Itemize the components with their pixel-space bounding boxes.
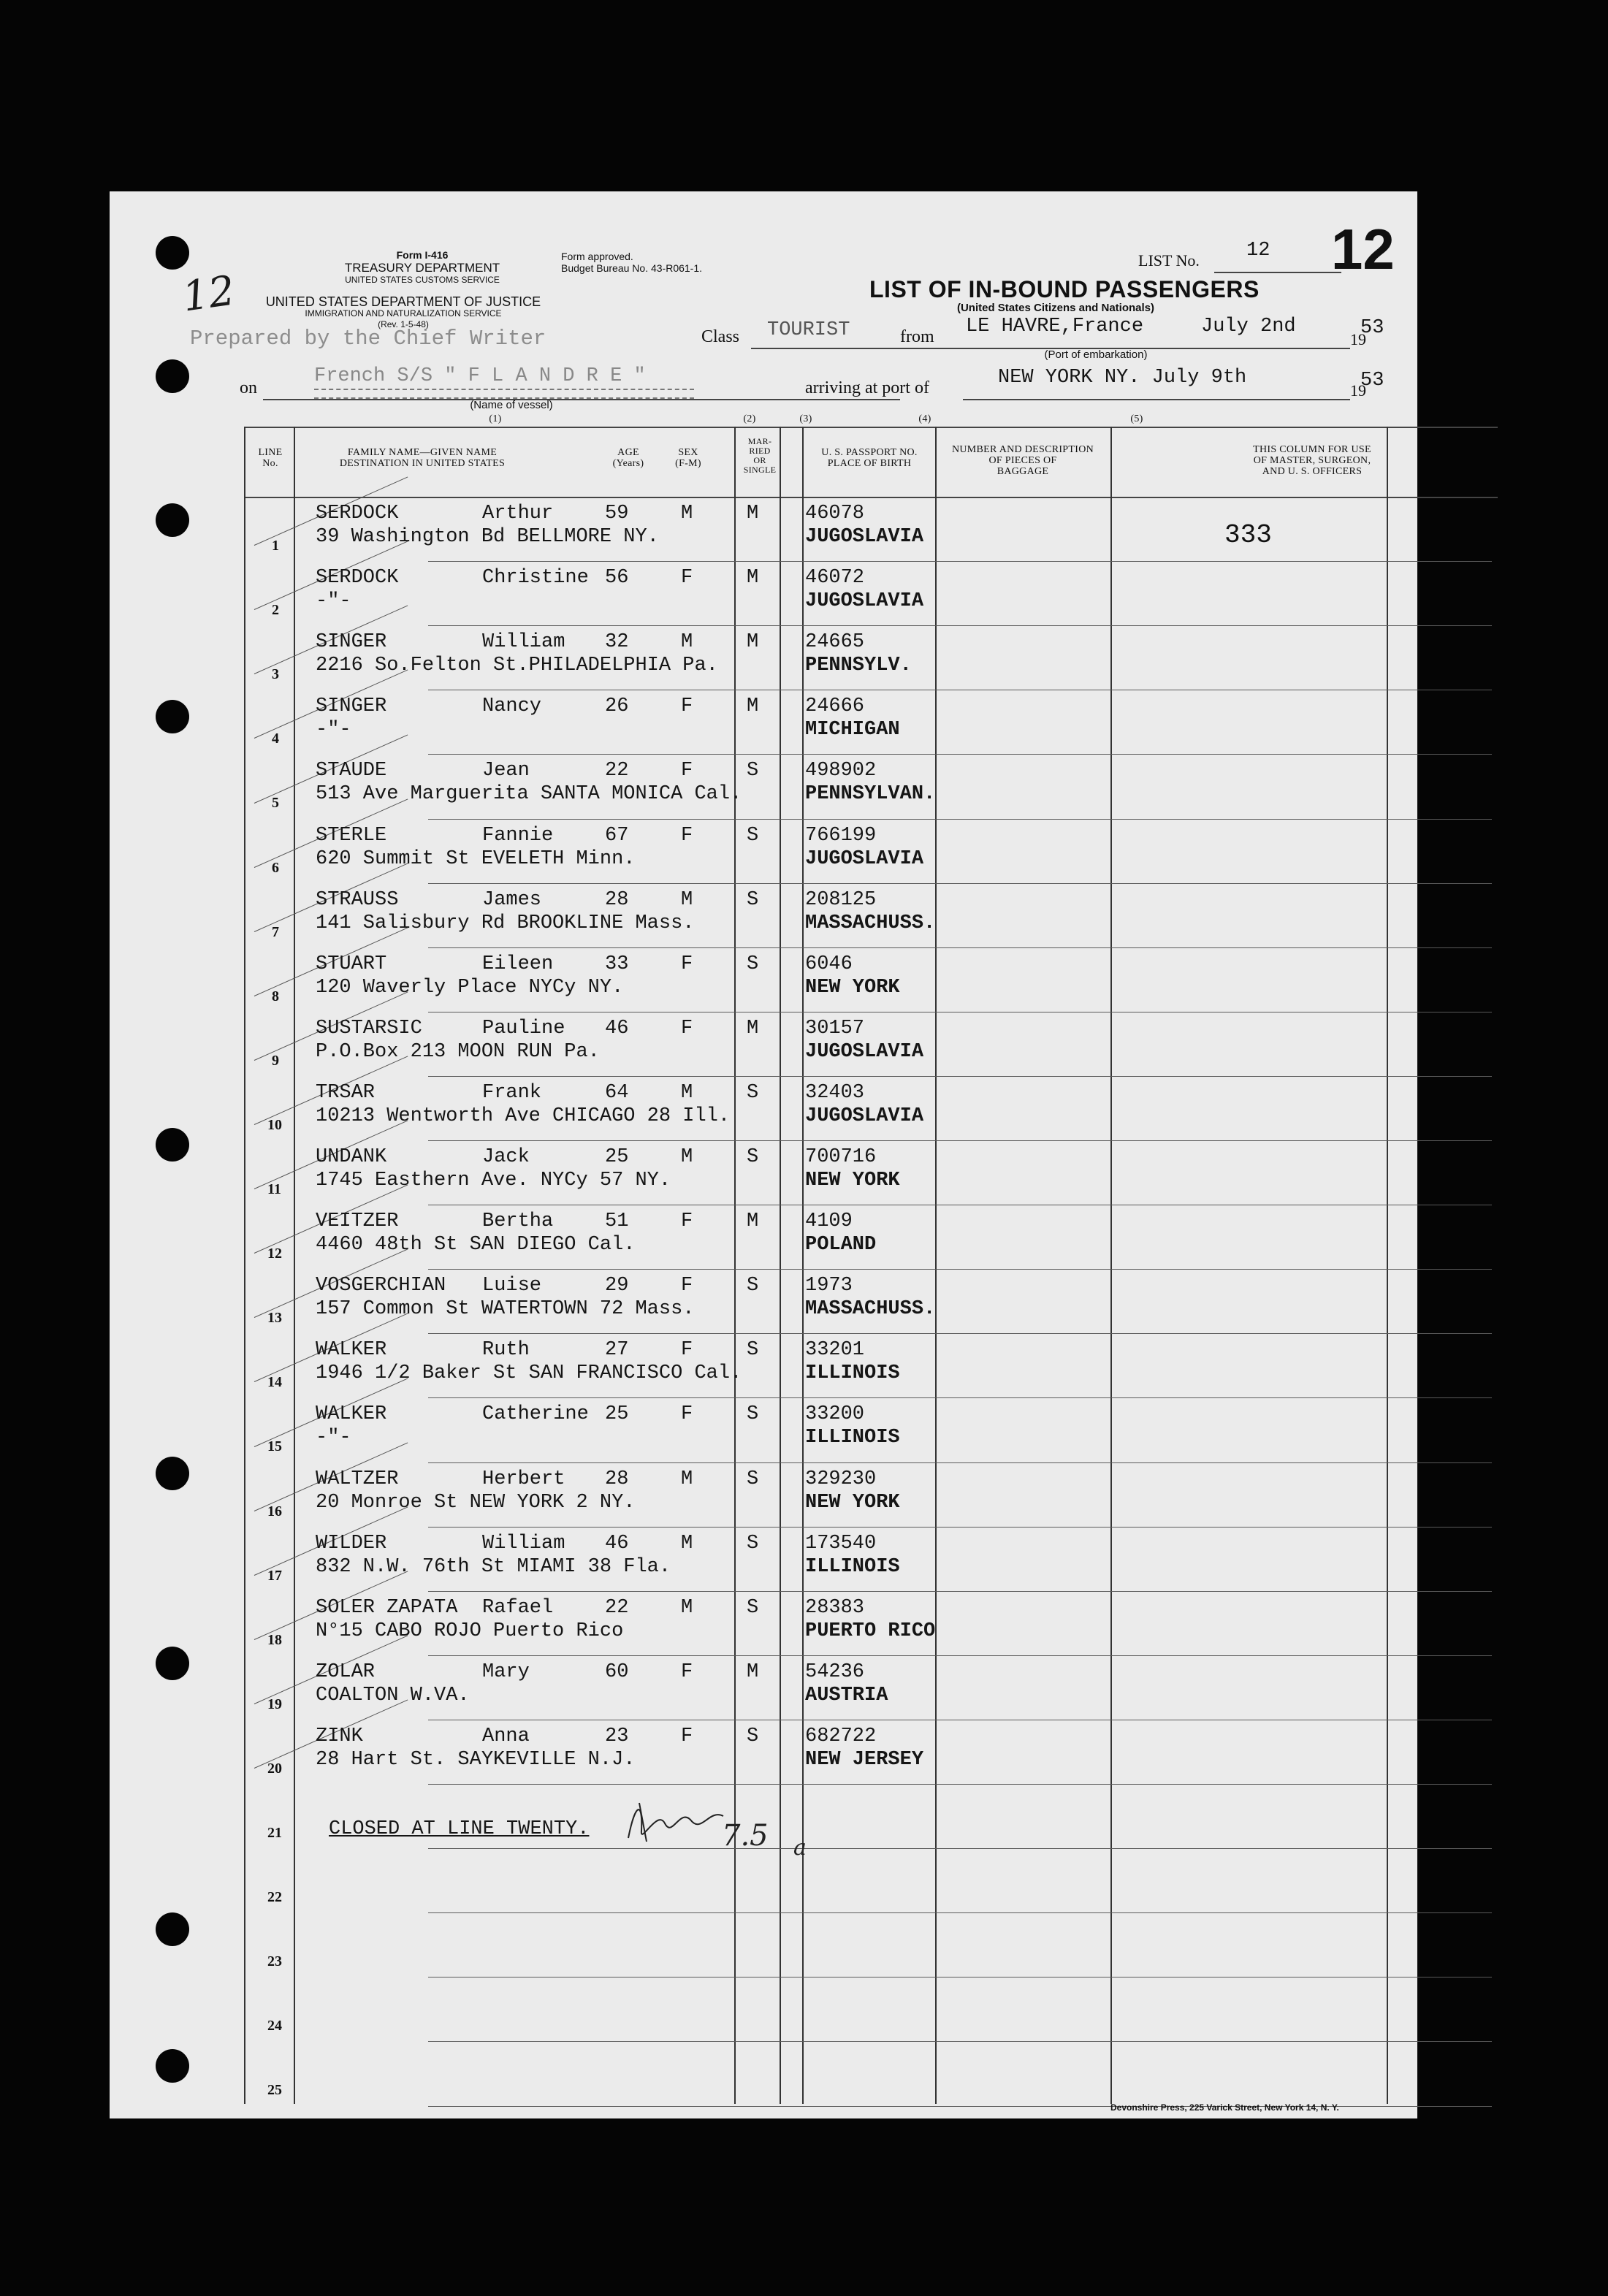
row-rule — [428, 1462, 1492, 1463]
place-of-birth: ILLINOIS — [805, 1362, 900, 1385]
destination: 10213 Wentworth Ave CHICAGO 28 Ill. — [316, 1105, 731, 1127]
col-divider — [244, 427, 245, 2104]
col-divider — [294, 427, 295, 2104]
punch-hole — [156, 236, 189, 270]
family-name: WALKER — [316, 1339, 387, 1362]
place-of-birth: NEW JERSEY — [805, 1748, 924, 1771]
punch-hole — [156, 1128, 189, 1162]
header-sex: SEX (F-M) — [675, 447, 701, 469]
destination: P.O.Box 213 MOON RUN Pa. — [316, 1040, 600, 1063]
column-number: (4) — [918, 413, 931, 424]
age: 32 — [605, 631, 629, 654]
sex: M — [681, 1146, 693, 1168]
age: 23 — [605, 1725, 629, 1747]
marital-status: S — [747, 1725, 759, 1747]
line-number: 9 — [272, 1052, 279, 1069]
marital-status: M — [747, 503, 759, 525]
family-name: SINGER — [316, 631, 387, 654]
budget-bureau: Budget Bureau No. 43-R061-1. — [561, 262, 703, 274]
sex: F — [681, 1660, 693, 1683]
place-of-birth: PUERTO RICO — [805, 1620, 936, 1642]
row-rule — [428, 561, 1492, 562]
sex: F — [681, 695, 693, 718]
family-name: STRAUSS — [316, 888, 399, 911]
row-rule — [428, 1140, 1492, 1141]
family-name: WALTZER — [316, 1468, 399, 1490]
given-name: Jack — [482, 1146, 530, 1168]
handwritten-mark-sub: a — [793, 1835, 807, 1861]
punch-hole — [156, 700, 189, 733]
sex: M — [681, 888, 693, 911]
header-officers: THIS COLUMN FOR USE OF MASTER, SURGEON, AND U. S. OFFICERS — [1253, 444, 1371, 477]
handwritten-twelve: 12 — [179, 267, 238, 321]
arrival-port: NEW YORK NY. July 9th — [998, 367, 1247, 389]
row-rule — [428, 883, 1492, 884]
family-name: STERLE — [316, 824, 387, 847]
age: 28 — [605, 888, 629, 911]
passport-number: 28383 — [805, 1596, 865, 1619]
marital-status: S — [747, 1532, 759, 1555]
row-rule — [428, 754, 1492, 755]
sex: F — [681, 1339, 693, 1362]
place-of-birth: JUGOSLAVIA — [805, 847, 924, 870]
place-of-birth: JUGOSLAVIA — [805, 526, 924, 548]
passport-number: 766199 — [805, 824, 877, 847]
line-number: 13 — [267, 1310, 282, 1327]
line-number: 5 — [272, 795, 279, 812]
punch-hole — [156, 1912, 189, 1946]
destination: 1946 1/2 Baker St SAN FRANCISCO Cal. — [316, 1362, 742, 1385]
list-no-rule — [1214, 272, 1341, 273]
place-of-birth: PENNSYLV. — [805, 655, 912, 677]
line-number: 24 — [267, 2018, 282, 2034]
passport-number: 24665 — [805, 631, 865, 654]
line-number: 19 — [267, 1696, 282, 1712]
destination: -"- — [316, 1427, 351, 1449]
given-name: William — [482, 1532, 565, 1555]
place-of-birth: MASSACHUSS. — [805, 912, 936, 934]
line-number: 11 — [267, 1181, 281, 1197]
family-name: VOSGERCHIAN — [316, 1275, 446, 1297]
family-name: WILDER — [316, 1532, 387, 1555]
arrival-year: 53 — [1360, 370, 1384, 392]
passport-number: 208125 — [805, 888, 877, 911]
signature-scribble — [621, 1794, 731, 1853]
age: 25 — [605, 1403, 629, 1426]
row-rule — [428, 1591, 1492, 1592]
punch-hole — [156, 1457, 189, 1490]
family-name: SOLER ZAPATA — [316, 1596, 458, 1619]
depart-year: 53 — [1360, 317, 1384, 339]
punch-hole — [156, 2049, 189, 2083]
from-label: from — [900, 327, 934, 346]
header-line-no: LINE No. — [258, 447, 283, 469]
given-name: Pauline — [482, 1017, 565, 1040]
sex: F — [681, 1210, 693, 1233]
row-rule — [428, 1848, 1492, 1849]
destination: -"- — [316, 719, 351, 741]
list-no-label: LIST No. — [1138, 251, 1200, 270]
line-number: 25 — [267, 2082, 282, 2099]
passport-number: 498902 — [805, 760, 877, 782]
passport-number: 6046 — [805, 953, 853, 975]
sex: M — [681, 503, 693, 525]
port-embark-caption: (Port of embarkation) — [1044, 348, 1148, 361]
line-number: 21 — [267, 1825, 282, 1841]
family-name: SINGER — [316, 695, 387, 718]
passport-number: 682722 — [805, 1725, 877, 1747]
column-number: (3) — [799, 413, 812, 424]
marital-status: S — [747, 1596, 759, 1619]
destination: 620 Summit St EVELETH Minn. — [316, 847, 636, 870]
destination: 141 Salisbury Rd BROOKLINE Mass. — [316, 912, 695, 934]
age: 64 — [605, 1081, 629, 1104]
col-divider — [1387, 427, 1388, 2104]
age: 33 — [605, 953, 629, 975]
family-name: STUART — [316, 953, 387, 975]
passport-number: 700716 — [805, 1146, 877, 1168]
line-number: 4 — [272, 731, 279, 747]
list-no-value: 12 — [1246, 240, 1270, 262]
age: 46 — [605, 1017, 629, 1040]
row-rule — [428, 819, 1492, 820]
marital-status: S — [747, 888, 759, 911]
place-of-birth: JUGOSLAVIA — [805, 1040, 924, 1063]
row-rule — [428, 1912, 1492, 1913]
line-number: 7 — [272, 923, 279, 940]
arrival-rule — [963, 399, 1350, 400]
row-rule — [428, 1784, 1492, 1785]
row-rule — [428, 1655, 1492, 1656]
family-name: WALKER — [316, 1403, 387, 1426]
col-divider — [780, 427, 781, 2104]
sex: M — [681, 1468, 693, 1490]
header-name: FAMILY NAME—GIVEN NAME DESTINATION IN UNITED STATES — [339, 447, 506, 469]
column-number: (2) — [743, 413, 756, 424]
arriving-label: arriving at port of — [805, 378, 929, 397]
line-number: 15 — [267, 1438, 282, 1455]
row-rule — [428, 2041, 1492, 2042]
list-subtitle: (United States Citizens and Nationals) — [956, 302, 1155, 314]
destination: -"- — [316, 590, 351, 613]
embark-port: LE HAVRE,France — [966, 316, 1144, 337]
given-name: Rafael — [482, 1596, 554, 1619]
form-number: Form I-416 — [396, 249, 449, 261]
line-number: 17 — [267, 1567, 282, 1584]
given-name: Anna — [482, 1725, 530, 1747]
punch-hole — [156, 359, 189, 393]
table-top-rule — [244, 427, 1498, 428]
given-name: Frank — [482, 1081, 542, 1104]
passport-number: 54236 — [805, 1660, 865, 1683]
age: 29 — [605, 1275, 629, 1297]
line-number: 12 — [267, 1246, 282, 1262]
sex: F — [681, 824, 693, 847]
line-number: 1 — [272, 538, 279, 554]
place-of-birth: NEW YORK — [805, 976, 900, 999]
line-number: 16 — [267, 1503, 282, 1519]
destination: 28 Hart St. SAYKEVILLE N.J. — [316, 1748, 636, 1771]
sex: F — [681, 1017, 693, 1040]
family-name: UNDANK — [316, 1146, 387, 1168]
row-rule — [428, 625, 1492, 626]
col-divider — [1110, 427, 1112, 2104]
destination: 4460 48th St SAN DIEGO Cal. — [316, 1234, 636, 1256]
column-number: (5) — [1130, 413, 1143, 424]
destination: 2216 So.Felton St.PHILADELPHIA Pa. — [316, 655, 718, 677]
sex: M — [681, 1532, 693, 1555]
given-name: Mary — [482, 1660, 530, 1683]
destination: 157 Common St WATERTOWN 72 Mass. — [316, 1298, 695, 1321]
family-name: ZINK — [316, 1725, 363, 1747]
vessel-strikeout — [314, 389, 694, 399]
marital-status: S — [747, 1146, 759, 1168]
passport-number: 24666 — [805, 695, 865, 718]
sex: F — [681, 1725, 693, 1747]
family-name: SERDOCK — [316, 503, 399, 525]
marital-status: M — [747, 567, 759, 590]
given-name: Eileen — [482, 953, 554, 975]
on-label: on — [240, 378, 257, 397]
sex: M — [681, 631, 693, 654]
passport-number: 33200 — [805, 1403, 865, 1426]
given-name: Nancy — [482, 695, 542, 718]
passport-number: 33201 — [805, 1339, 865, 1362]
row-rule — [428, 1527, 1492, 1528]
place-of-birth: POLAND — [805, 1234, 877, 1256]
punch-hole — [156, 503, 189, 537]
marital-status: S — [747, 1403, 759, 1426]
line-number: 18 — [267, 1631, 282, 1648]
marital-status: M — [747, 695, 759, 718]
line-number: 23 — [267, 1953, 282, 1970]
header-married: MAR- RIED OR SINGLE — [743, 436, 777, 475]
place-of-birth: MASSACHUSS. — [805, 1298, 936, 1321]
place-of-birth: NEW YORK — [805, 1491, 900, 1514]
row-rule — [428, 1333, 1492, 1334]
age: 26 — [605, 695, 629, 718]
vessel-name: French S/S " F L A N D R E " — [314, 365, 646, 387]
line-number: 14 — [267, 1374, 282, 1391]
age: 22 — [605, 1596, 629, 1619]
marital-status: S — [747, 1339, 759, 1362]
handwritten-initials — [621, 1794, 731, 1856]
given-name: Catherine — [482, 1403, 589, 1426]
closed-statement: CLOSED AT LINE TWENTY. — [329, 1818, 590, 1840]
age: 46 — [605, 1532, 629, 1555]
immigration-service: IMMIGRATION AND NATURALIZATION SERVICE — [305, 308, 502, 319]
given-name: Herbert — [482, 1468, 565, 1490]
place-of-birth: ILLINOIS — [805, 1427, 900, 1449]
class-rule — [751, 348, 966, 349]
customs-service: UNITED STATES CUSTOMS SERVICE — [345, 275, 500, 285]
printer-footer: Devonshire Press, 225 Varick Street, New York 14, N. Y. — [1110, 2102, 1339, 2113]
marital-status: M — [747, 1210, 759, 1233]
form-approved: Form approved. — [561, 251, 633, 262]
officer-note: 333 — [1224, 520, 1272, 550]
passport-number: 173540 — [805, 1532, 877, 1555]
line-number: 10 — [267, 1116, 282, 1133]
year-prefix: 19 — [1350, 330, 1366, 348]
given-name: Bertha — [482, 1210, 554, 1233]
year-prefix: 19 — [1350, 381, 1366, 400]
passport-number: 329230 — [805, 1468, 877, 1490]
given-name: James — [482, 888, 542, 911]
given-name: Jean — [482, 760, 530, 782]
place-of-birth: JUGOSLAVIA — [805, 1105, 924, 1127]
place-of-birth: AUSTRIA — [805, 1684, 888, 1706]
row-rule — [428, 947, 1492, 948]
header-passport: U. S. PASSPORT NO. PLACE OF BIRTH — [821, 447, 918, 469]
marital-status: M — [747, 1660, 759, 1683]
marital-status: S — [747, 760, 759, 782]
place-of-birth: PENNSYLVAN. — [805, 783, 936, 806]
passport-number: 46078 — [805, 503, 865, 525]
header-bottom-rule — [244, 497, 1498, 498]
destination: 39 Washington Bd BELLMORE NY. — [316, 526, 659, 548]
passport-number: 30157 — [805, 1017, 865, 1040]
passport-number: 32403 — [805, 1081, 865, 1104]
marital-status: S — [747, 1468, 759, 1490]
marital-status: S — [747, 824, 759, 847]
marital-status: S — [747, 1081, 759, 1104]
list-title: LIST OF IN-BOUND PASSENGERS — [869, 276, 1260, 302]
header-age: AGE (Years) — [612, 447, 644, 469]
passport-number: 46072 — [805, 567, 865, 590]
place-of-birth: ILLINOIS — [805, 1555, 900, 1578]
line-number: 3 — [272, 666, 279, 683]
form-revision: (Rev. 1-5-48) — [378, 319, 429, 329]
age: 27 — [605, 1339, 629, 1362]
manifest-sheet — [110, 191, 1417, 2118]
sex: F — [681, 953, 693, 975]
column-number: (1) — [489, 413, 502, 424]
sex: F — [681, 567, 693, 590]
destination: N°15 CABO ROJO Puerto Rico — [316, 1620, 624, 1642]
class-label: Class — [701, 327, 740, 346]
prepared-by: Prepared by the Chief Writer — [190, 327, 546, 351]
handwritten-mark: 7.5 — [722, 1819, 769, 1853]
destination: COALTON W.VA. — [316, 1684, 470, 1706]
age: 59 — [605, 503, 629, 525]
row-rule — [428, 1397, 1492, 1398]
justice-department: UNITED STATES DEPARTMENT OF JUSTICE — [265, 294, 541, 309]
line-number: 22 — [267, 1889, 282, 1906]
given-name: Arthur — [482, 503, 554, 525]
destination: 1745 Easthern Ave. NYCy 57 NY. — [316, 1170, 671, 1191]
age: 67 — [605, 824, 629, 847]
sex: F — [681, 1275, 693, 1297]
punch-hole — [156, 1647, 189, 1680]
row-rule — [428, 1269, 1492, 1270]
given-name: Ruth — [482, 1339, 530, 1362]
destination: 513 Ave Marguerita SANTA MONICA Cal. — [316, 783, 742, 806]
place-of-birth: MICHIGAN — [805, 719, 900, 741]
given-name: William — [482, 631, 565, 654]
sex: F — [681, 760, 693, 782]
destination: 120 Waverly Place NYCy NY. — [316, 976, 624, 999]
given-name: Fannie — [482, 824, 554, 847]
line-number: 2 — [272, 602, 279, 619]
age: 28 — [605, 1468, 629, 1490]
passport-number: 1973 — [805, 1275, 853, 1297]
marital-status: S — [747, 953, 759, 975]
age: 56 — [605, 567, 629, 590]
age: 51 — [605, 1210, 629, 1233]
class-value: TOURIST — [767, 319, 850, 341]
family-name: VEITZER — [316, 1210, 399, 1233]
sex: M — [681, 1081, 693, 1104]
age: 25 — [605, 1146, 629, 1168]
family-name: ZOLAR — [316, 1660, 376, 1683]
place-of-birth: NEW YORK — [805, 1170, 900, 1191]
age: 60 — [605, 1660, 629, 1683]
family-name: STAUDE — [316, 760, 387, 782]
marital-status: S — [747, 1275, 759, 1297]
age: 22 — [605, 760, 629, 782]
col-divider — [935, 427, 937, 2104]
depart-date: July 2nd — [1201, 316, 1296, 337]
vessel-caption: (Name of vessel) — [470, 399, 553, 411]
row-rule — [428, 1076, 1492, 1077]
destination: 832 N.W. 76th St MIAMI 38 Fla. — [316, 1555, 671, 1578]
marital-status: M — [747, 1017, 759, 1040]
given-name: Luise — [482, 1275, 542, 1297]
line-number: 8 — [272, 988, 279, 1004]
line-number: 20 — [267, 1760, 282, 1777]
sex: F — [681, 1403, 693, 1426]
line-number: 6 — [272, 859, 279, 876]
family-name: SUSTARSIC — [316, 1017, 422, 1040]
passport-number: 4109 — [805, 1210, 853, 1233]
place-of-birth: JUGOSLAVIA — [805, 590, 924, 613]
sex: M — [681, 1596, 693, 1619]
marital-status: M — [747, 631, 759, 654]
treasury-department: TREASURY DEPARTMENT — [344, 261, 500, 275]
family-name: SERDOCK — [316, 567, 399, 590]
given-name: Christine — [482, 567, 589, 590]
header-baggage: NUMBER AND DESCRIPTION OF PIECES OF BAGGAGE — [951, 444, 1094, 477]
destination: 20 Monroe St NEW YORK 2 NY. — [316, 1491, 636, 1514]
list-no-stamp: 12 — [1331, 217, 1395, 281]
family-name: TRSAR — [316, 1081, 376, 1104]
